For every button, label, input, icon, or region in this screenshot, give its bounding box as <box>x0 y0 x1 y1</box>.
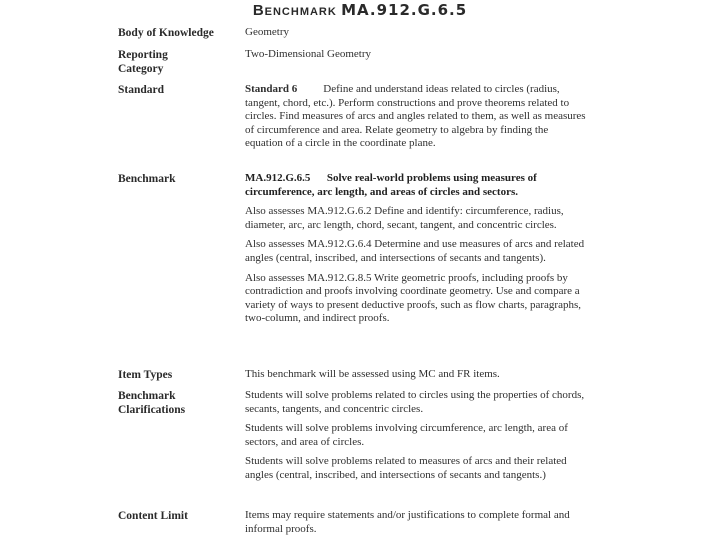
item-types-text: This benchmark will be assessed using MC and FR items. <box>245 368 500 380</box>
label-item-types: Item Types <box>118 369 173 381</box>
label-body-of-knowledge: Body of Knowledge <box>118 27 214 39</box>
body-of-knowledge-text: Geometry <box>245 26 289 38</box>
label-benchmark-clarifications: Benchmark Clarifications <box>118 390 186 417</box>
value-content-limit <box>245 509 588 542</box>
benchmark-also-assesses-1: Also assesses MA.912.G.6.2 Define and identify: circumference, radius, diameter, arc, arc length, chord, secant, tangent, and concentric circles. <box>245 205 564 231</box>
benchmark-main: MA.912.G.6.5 Solve real-world problems using measures of circumference, arc length, and areas of circles and sectors. <box>245 172 540 198</box>
title-lead: Benchmark <box>252 2 337 19</box>
benchmark-also-assesses-2: Also assesses MA.912.G.6.4 Determine and use measures of arcs and related angles (central, inscribed, and intersections of secants and tangents). <box>245 238 585 264</box>
standard-description <box>245 83 588 151</box>
clarification-3: Students will solve problems related to measures of arcs and their related angles (central, inscribed, and intersections of secants and tangents.) <box>245 455 567 481</box>
reporting-category-text: Two-Dimensional Geometry <box>245 48 372 60</box>
clarification-1: Students will solve problems related to circles using the properties of chords, secants, tangents, and concentric circles. <box>245 389 585 415</box>
clarification-2: Students will solve problems involving circumference, arc length, area of sectors, and area of circles. <box>245 422 568 448</box>
label-benchmark: Benchmark <box>118 173 176 185</box>
label-reporting-category: Reporting Category <box>118 49 168 76</box>
content-limit-text: Items may require statements and/or justifications to complete formal and informal proofs. <box>245 509 570 535</box>
value-standard <box>245 83 588 157</box>
value-body-of-knowledge <box>245 26 588 46</box>
value-reporting-category <box>245 48 588 68</box>
standard-code: Standard 6 <box>245 83 298 95</box>
value-benchmark-clarifications <box>245 389 588 489</box>
standard-text: Define and understand ideas related to circles (radius, tangent, chord, etc.). Perform constructions and prove theorems related to circles. Find measures of arcs and angles related to them, as well as measures of circumference and area. Relate geometry to algebra by finding the equation of a circle in the coordinate plane. <box>245 83 586 150</box>
label-standard: Standard <box>118 84 165 96</box>
benchmark-also-assesses-3: Also assesses MA.912.G.8.5 Write geometric proofs, including proofs by contradiction and proofs involving coordinate geometry. Use and compare a variety of ways to present deductive proofs, such as flow charts, paragraphs, two-column, and indirect proofs. <box>245 271 582 325</box>
value-item-types <box>245 368 588 388</box>
label-content-limit: Content Limit <box>118 510 188 522</box>
value-benchmark <box>245 172 588 332</box>
title-benchmark-code: MA.912.G.6.5 <box>341 1 468 19</box>
page-title <box>0 0 720 21</box>
